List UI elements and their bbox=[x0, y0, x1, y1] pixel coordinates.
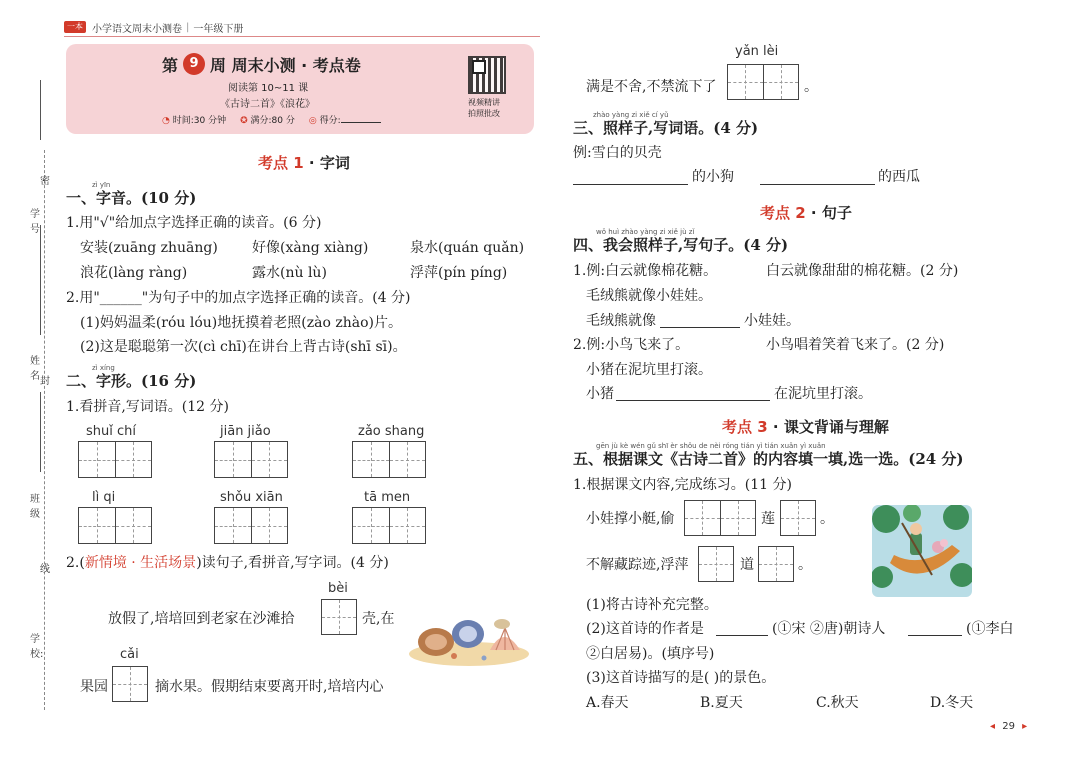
label-mi: 密 bbox=[40, 176, 50, 187]
fill-sentence-2b: 摘水果。假期结束要离开时,培培内心 bbox=[155, 679, 384, 695]
question-2-title: 二、字形。(16 分) bbox=[66, 372, 197, 390]
boy-in-boat-illustration bbox=[872, 505, 972, 597]
answer-line[interactable] bbox=[660, 326, 740, 328]
qr-label-photo: 拍照批改 bbox=[468, 109, 500, 118]
sentence-2-1[interactable]: (1)妈妈温柔(róu lóu)地抚摸着老照(zào zhào)片。 bbox=[80, 315, 402, 331]
next-arrow-icon: ▸ bbox=[1022, 721, 1028, 732]
writing-grid[interactable] bbox=[352, 441, 426, 478]
label-school: 学校: bbox=[30, 634, 44, 660]
qr-label-video: 视频精讲 bbox=[468, 98, 500, 107]
grade-label: 一年级下册 bbox=[193, 23, 244, 35]
label-name: 姓名 bbox=[30, 356, 40, 382]
label-xian: 线 bbox=[40, 564, 50, 575]
pinyin-label: shuǐ chí bbox=[86, 424, 136, 439]
example-3: 例:雪白的贝壳 bbox=[573, 145, 662, 161]
banner-lesson-range: 阅读第 10~11 课 bbox=[228, 83, 309, 94]
example-4-2: 2.例:小鸟飞来了。 bbox=[573, 337, 690, 353]
sub-question-3: (3)这首诗描写的是( )的景色。 bbox=[586, 670, 776, 686]
clock-icon: ◔ bbox=[162, 116, 170, 126]
pinyin-choice[interactable]: 好像(xàng xiàng) bbox=[252, 240, 369, 256]
banner-title: 第 9 周 周末小测 · 考点卷 bbox=[162, 52, 361, 76]
answer-line[interactable] bbox=[616, 399, 770, 401]
top-rule bbox=[64, 36, 540, 37]
pinyin-cai: cǎi bbox=[120, 647, 139, 662]
ruby-ziyin: zì yīn bbox=[92, 181, 111, 189]
pinyin-label: jiān jiǎo bbox=[220, 424, 271, 439]
option-a[interactable]: A.春天 bbox=[586, 695, 629, 711]
label-feng: 封 bbox=[40, 376, 50, 387]
banner-meta: ◔ 时间:30 分钟 ✪ 满分:80 分 ◎ 得分: bbox=[162, 113, 381, 126]
week-number-badge: 9 bbox=[183, 53, 205, 75]
sub-question-1: (1)将古诗补充完整。 bbox=[586, 597, 718, 613]
pinyin-bei: bèi bbox=[328, 581, 348, 596]
continue-sentence: 满是不舍,不禁流下了 bbox=[586, 79, 717, 95]
option-d[interactable]: D.冬天 bbox=[930, 695, 974, 711]
ruby-woshuizhao: wǒ huì zhào yàng zi xiě jù zǐ bbox=[596, 228, 695, 236]
prompt-4-1: 毛绒熊就像小娃娃。 bbox=[586, 288, 712, 304]
poem-box[interactable] bbox=[780, 500, 816, 536]
pinyin-label: zǎo shang bbox=[358, 424, 425, 439]
question-3-title: 三、照样子,写词语。(4 分) bbox=[573, 119, 759, 137]
sentence-2-2[interactable]: (2)这是聪聪第一次(cì chī)在讲台上背古诗(shī sī)。 bbox=[80, 339, 407, 355]
answer-line[interactable] bbox=[716, 634, 768, 636]
pinyin-label: shǒu xiān bbox=[220, 490, 283, 505]
ruby-zixing: zì xíng bbox=[92, 364, 115, 372]
target-icon: ◎ bbox=[308, 116, 317, 126]
example-4-1: 1.例:白云就像棉花糖。 bbox=[573, 263, 718, 279]
pinyin-label: tā men bbox=[364, 490, 411, 505]
fill-sentence-1b: 壳,在 bbox=[362, 611, 395, 627]
series-name: 小学语文周末小测卷 bbox=[92, 23, 182, 35]
example-4-2-answer: 小鸟唱着笑着飞来了。(2 分) bbox=[766, 337, 945, 353]
question-1-1: 1.用"√"给加点字选择正确的读音。(6 分) bbox=[66, 215, 322, 231]
question-4-title: 四、我会照样子,写句子。(4 分) bbox=[573, 236, 789, 254]
example-4-1-answer: 白云就像甜甜的棉花糖。(2 分) bbox=[766, 263, 959, 279]
pinyin-label: lì qi bbox=[92, 490, 116, 505]
question-5-title: 五、根据课文《古诗二首》的内容填一填,选一选。(24 分) bbox=[573, 450, 964, 468]
ruby-zhaoyangzi: zhào yàng zi xiě cí yǔ bbox=[593, 111, 669, 119]
top-bar: 一本 小学语文周末小测卷 | 一年级下册 bbox=[64, 20, 243, 34]
seashell-illustration bbox=[406, 606, 532, 666]
option-b[interactable]: B.夏天 bbox=[700, 695, 743, 711]
page-number: ◂ 29 ▸ bbox=[990, 721, 1028, 732]
writing-grid[interactable] bbox=[214, 507, 288, 544]
star-icon: ✪ bbox=[240, 116, 248, 126]
section-kaodian-2: 考点 2 · 句子 bbox=[760, 204, 852, 222]
label-class: 班级 bbox=[30, 494, 40, 520]
pinyin-choice[interactable]: 安装(zuāng zhuāng) bbox=[80, 240, 218, 256]
answer-line[interactable] bbox=[573, 183, 688, 185]
answer-line[interactable] bbox=[760, 183, 875, 185]
writing-grid[interactable] bbox=[78, 441, 152, 478]
fill-sentence-1a: 放假了,培培回到老家在沙滩拾 bbox=[108, 611, 295, 627]
prompt-4-2: 小猪在泥坑里打滚。 bbox=[586, 362, 712, 378]
section-kaodian-1: 考点 1 · 字词 bbox=[258, 154, 350, 172]
pinyin-choice[interactable]: 浪花(làng ràng) bbox=[80, 265, 188, 281]
new-context-tag: 新情境 · 生活场景 bbox=[84, 555, 197, 571]
answer-line[interactable] bbox=[908, 634, 962, 636]
pinyin-choice[interactable]: 泉水(quán quǎn) bbox=[410, 240, 525, 256]
poem-box[interactable] bbox=[698, 546, 734, 582]
question-1-2: 2.用"______"为句子中的加点字选择正确的读音。(4 分) bbox=[66, 290, 411, 306]
writing-grid[interactable] bbox=[78, 507, 152, 544]
pinyin-yanlei: yǎn lèi bbox=[735, 44, 779, 59]
series-badge: 一本 bbox=[64, 21, 86, 33]
binding-line bbox=[44, 150, 45, 710]
pinyin-choice[interactable]: 露水(nù lù) bbox=[252, 265, 327, 281]
question-1-title: 一、字音。(10 分) bbox=[66, 189, 197, 207]
question-5-1: 1.根据课文内容,完成练习。(11 分) bbox=[573, 477, 792, 493]
section-kaodian-3: 考点 3 · 课文背诵与理解 bbox=[722, 418, 889, 436]
prev-arrow-icon: ◂ bbox=[990, 721, 996, 732]
writing-grid[interactable] bbox=[352, 507, 426, 544]
label-id: 学号 bbox=[30, 209, 40, 235]
writing-grid-yanlei[interactable] bbox=[727, 64, 799, 100]
banner-lesson-titles: 《古诗二首》《浪花》 bbox=[220, 99, 315, 110]
question-2-1: 1.看拼音,写词语。(12 分) bbox=[66, 399, 229, 415]
writing-box-bei[interactable] bbox=[321, 599, 357, 635]
ruby-genju: gēn jù kè wén gǔ shī èr shǒu de nèi róng tián yì tián xuǎn yì xuǎn bbox=[596, 442, 826, 450]
fill-sentence-2a: 果园 bbox=[80, 679, 108, 695]
pinyin-choice[interactable]: 浮萍(pín píng) bbox=[410, 265, 508, 281]
poem-box[interactable] bbox=[758, 546, 794, 582]
writing-box-cai[interactable] bbox=[112, 666, 148, 702]
writing-grid[interactable] bbox=[214, 441, 288, 478]
option-c[interactable]: C.秋天 bbox=[816, 695, 859, 711]
question-2-2: 2.(新情境 · 生活场景)读句子,看拼音,写字词。(4 分) bbox=[66, 555, 389, 571]
poem-grid[interactable] bbox=[684, 500, 756, 536]
